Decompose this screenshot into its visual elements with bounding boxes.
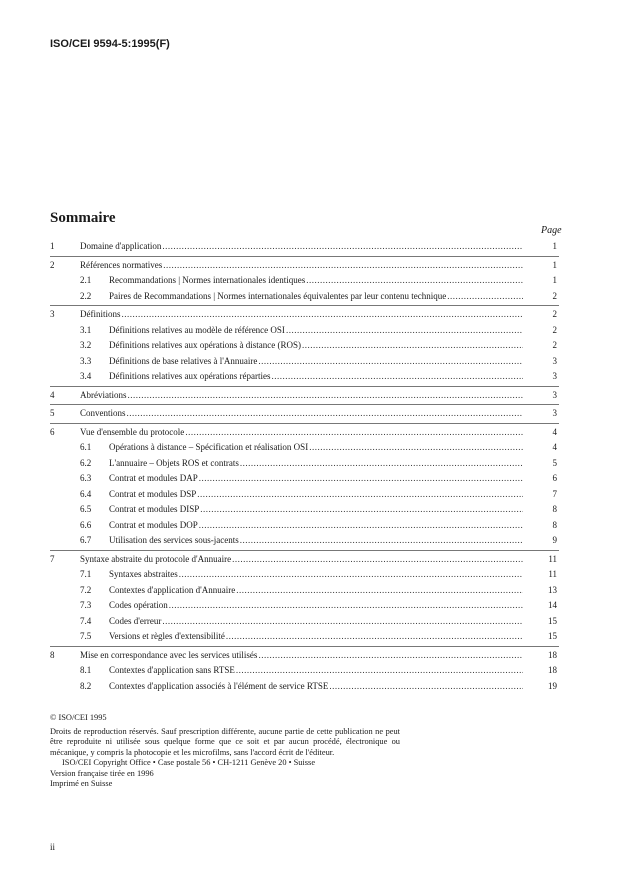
toc-subsection-row [0, 629, 629, 645]
toc-entry-text: Codes opération [109, 600, 168, 610]
toc-entry-number: 6.4 [80, 488, 92, 499]
dot-leader [306, 273, 523, 289]
toc-entry-number: 8 [50, 649, 55, 660]
toc-entry-number: 8.2 [80, 680, 92, 691]
toc-entry-text: Paires de Recommandations | Normes internationales équivalentes par leur contenu technique [109, 290, 447, 301]
table-of-contents [0, 239, 629, 694]
toc-entry-number: 3 [50, 309, 55, 319]
toc-entry-text: Utilisation des services sous-jacents [109, 535, 239, 545]
dot-leader [232, 552, 523, 568]
dot-leader [179, 567, 523, 583]
toc-entry-page: 3 [552, 408, 557, 418]
toc-entry-text: Mise en correspondance avec les services utilisés [80, 649, 258, 660]
toc-entry-text: Versions et règles d'extensibilité [109, 631, 225, 641]
toc-entry-title [109, 533, 523, 549]
toc-subsection-row [0, 679, 629, 695]
toc-entry-title [80, 552, 523, 568]
dot-leader [447, 289, 523, 305]
toc-subsection-row [0, 518, 629, 534]
toc-subsection-row [0, 440, 629, 456]
toc-entry-text: Vue d'ensemble du protocole [80, 426, 185, 437]
toc-entry-page: 11 [548, 553, 557, 564]
toc-entry-page: 15 [548, 615, 557, 626]
copyright-block [50, 713, 400, 790]
toc-entry-page: 1 [552, 275, 557, 285]
toc-entry-page: 1 [552, 241, 557, 251]
toc-entry-text: Syntaxes abstraites [109, 569, 178, 579]
toc-entry-text: Définitions relatives aux opérations réparties [109, 371, 271, 381]
toc-subsection-row [0, 323, 629, 339]
toc-entry-number: 7.2 [80, 584, 92, 595]
toc-subsection-row [0, 487, 629, 503]
toc-entry-number: 6.1 [80, 442, 92, 452]
toc-entry-number: 2.2 [80, 290, 92, 301]
dot-leader [197, 487, 523, 503]
toc-entry-page: 3 [552, 371, 557, 381]
toc-entry-title [109, 487, 523, 503]
toc-entry-page: 18 [548, 665, 557, 675]
page-column-label: Page [541, 225, 562, 236]
toc-entry-title [109, 338, 523, 354]
dot-leader [162, 614, 523, 630]
toc-entry-text: Contrat et modules DAP [109, 473, 198, 483]
dot-leader [240, 456, 523, 472]
toc-entry-title [80, 388, 523, 404]
page-title: Sommaire [50, 210, 116, 226]
toc-subsection-row [0, 471, 629, 487]
toc-entry-page: 4 [552, 442, 557, 452]
toc-section-row [0, 239, 629, 255]
toc-entry-title [109, 273, 523, 289]
toc-subsection-row [0, 598, 629, 614]
toc-entry-text: Contrat et modules DISP [109, 504, 200, 514]
toc-entry-number: 2 [50, 259, 55, 270]
dot-leader [128, 388, 524, 404]
toc-entry-title [109, 567, 523, 583]
toc-entry-page: 15 [548, 631, 557, 641]
toc-entry-number: 7 [50, 553, 55, 564]
toc-entry-number: 1 [50, 241, 55, 251]
dot-leader [200, 502, 523, 518]
toc-entry-title [109, 471, 523, 487]
toc-section-row [0, 307, 629, 323]
toc-entry-text: Contextes d'application sans RTSE [109, 665, 235, 675]
toc-entry-title [80, 648, 523, 664]
toc-entry-page: 6 [552, 473, 557, 483]
toc-entry-number: 6.6 [80, 519, 92, 530]
toc-section-row [0, 425, 629, 441]
copyright-office: ISO/CEI Copyright Office • Case postale 56 • CH-1211 Genève 20 • Suisse [62, 758, 316, 767]
toc-entry-text: Définitions de base relatives à l'Annuaire [109, 355, 258, 366]
toc-entry-title [109, 598, 523, 614]
toc-entry-number: 6 [50, 426, 55, 437]
toc-entry-text: L'annuaire – Objets ROS et contrats [109, 457, 239, 468]
toc-entry-page: 19 [548, 680, 557, 691]
toc-entry-number: 3.2 [80, 340, 92, 350]
toc-entry-text: Définitions relatives aux opérations à distance (ROS) [109, 340, 301, 350]
toc-entry-page: 1 [552, 259, 557, 270]
printed-note: Imprimé en Suisse [50, 779, 113, 788]
toc-entry-page: 9 [552, 535, 557, 545]
toc-subsection-row [0, 614, 629, 630]
dot-leader [236, 663, 523, 679]
toc-entry-number: 4 [50, 389, 55, 400]
dot-leader [199, 518, 523, 534]
dot-leader [302, 338, 523, 354]
rights-statement: Droits de reproduction réservés. Sauf prescription différente, aucune partie de cette publication ne peut être reproduite ni utilisée sous quelque forme que ce soit et par aucun procédé, électronique ou mécanique, y compris la photocopie et les microfilms, sans l'accord écrit de l'éditeur. [50, 726, 400, 757]
dot-leader [236, 583, 523, 599]
dot-leader [122, 307, 524, 323]
toc-entry-number: 3.3 [80, 355, 92, 366]
dot-leader [226, 629, 523, 645]
toc-entry-text: Définitions [80, 309, 121, 319]
toc-entry-text: Codes d'erreur [109, 615, 162, 626]
toc-entry-number: 6.7 [80, 535, 92, 545]
toc-entry-text: Syntaxe abstraite du protocole d'Annuaire [80, 553, 232, 564]
toc-section-row [0, 406, 629, 422]
dot-leader [127, 406, 523, 422]
toc-entry-title [109, 289, 523, 305]
dot-leader [185, 425, 523, 441]
toc-entry-text: Définitions relatives au modèle de référence OSI [109, 324, 285, 335]
document-id: ISO/CEI 9594-5:1995(F) [50, 38, 170, 50]
toc-entry-number: 2.1 [80, 275, 92, 285]
toc-section-row [0, 648, 629, 664]
toc-entry-title [109, 369, 523, 385]
toc-entry-page: 3 [552, 389, 557, 400]
dot-leader [309, 440, 523, 456]
toc-section-row [0, 258, 629, 274]
toc-entry-title [109, 354, 523, 370]
toc-entry-text: Contrat et modules DSP [109, 488, 197, 499]
dot-leader [169, 598, 523, 614]
toc-entry-page: 2 [552, 309, 557, 319]
toc-entry-number: 5 [50, 408, 55, 418]
toc-subsection-row [0, 338, 629, 354]
dot-leader [258, 354, 523, 370]
toc-subsection-row [0, 567, 629, 583]
toc-entry-number: 6.5 [80, 504, 92, 514]
toc-entry-page: 18 [548, 649, 557, 660]
toc-entry-page: 4 [552, 426, 557, 437]
toc-entry-title [109, 323, 523, 339]
toc-subsection-row [0, 354, 629, 370]
toc-subsection-row [0, 663, 629, 679]
toc-entry-page: 8 [552, 519, 557, 530]
toc-entry-text: Opérations à distance – Spécification et réalisation OSI [109, 442, 309, 452]
toc-entry-number: 7.5 [80, 631, 92, 641]
toc-entry-page: 3 [552, 355, 557, 366]
dot-leader [162, 239, 523, 255]
dot-leader [258, 648, 523, 664]
toc-entry-title [80, 307, 523, 323]
toc-entry-page: 8 [552, 504, 557, 514]
dot-leader [199, 471, 523, 487]
toc-entry-title [109, 440, 523, 456]
toc-entry-title [109, 456, 523, 472]
toc-entry-page: 14 [548, 600, 557, 610]
toc-entry-page: 2 [552, 290, 557, 301]
dot-leader [163, 258, 523, 274]
toc-entry-title [109, 663, 523, 679]
dot-leader [286, 323, 523, 339]
toc-subsection-row [0, 533, 629, 549]
toc-subsection-row [0, 456, 629, 472]
toc-entry-page: 11 [548, 569, 557, 579]
toc-entry-text: Contextes d'application d'Annuaire [109, 584, 236, 595]
toc-entry-title [80, 258, 523, 274]
toc-entry-number: 6.3 [80, 473, 92, 483]
toc-entry-text: Conventions [80, 408, 126, 418]
toc-section-row [0, 552, 629, 568]
toc-entry-number: 7.1 [80, 569, 92, 579]
toc-entry-title [109, 679, 523, 695]
page-number: ii [50, 842, 56, 852]
toc-entry-text: Contrat et modules DOP [109, 519, 198, 530]
toc-section-row [0, 388, 629, 404]
toc-entry-number: 7.4 [80, 615, 92, 626]
dot-leader [271, 369, 523, 385]
dot-leader [240, 533, 523, 549]
toc-entry-text: Domaine d'application [80, 241, 162, 251]
toc-entry-text: Références normatives [80, 259, 163, 270]
toc-entry-page: 2 [552, 340, 557, 350]
toc-subsection-row [0, 369, 629, 385]
toc-entry-title [109, 629, 523, 645]
toc-entry-number: 7.3 [80, 600, 92, 610]
toc-entry-number: 3.1 [80, 324, 92, 335]
toc-entry-title [109, 614, 523, 630]
toc-entry-title [80, 406, 523, 422]
copyright-notice: © ISO/CEI 1995 [50, 713, 107, 722]
toc-entry-title [80, 239, 523, 255]
toc-entry-number: 8.1 [80, 665, 92, 675]
toc-entry-title [109, 502, 523, 518]
toc-entry-page: 7 [552, 488, 557, 499]
edition-note: Version française tirée en 1996 [50, 768, 154, 778]
toc-entry-title [109, 583, 523, 599]
toc-entry-page: 5 [552, 457, 557, 468]
toc-entry-title [80, 425, 523, 441]
toc-subsection-row [0, 502, 629, 518]
toc-entry-text: Recommandations | Normes internationales identiques [109, 275, 306, 285]
toc-subsection-row [0, 583, 629, 599]
toc-entry-page: 2 [552, 324, 557, 335]
toc-subsection-row [0, 273, 629, 289]
toc-entry-text: Contextes d'application associés à l'élément de service RTSE [109, 680, 329, 691]
toc-entry-number: 6.2 [80, 457, 92, 468]
toc-entry-page: 13 [548, 584, 557, 595]
toc-entry-number: 3.4 [80, 371, 92, 381]
dot-leader [329, 679, 523, 695]
toc-subsection-row [0, 289, 629, 305]
toc-entry-text: Abréviations [80, 389, 127, 400]
toc-entry-title [109, 518, 523, 534]
